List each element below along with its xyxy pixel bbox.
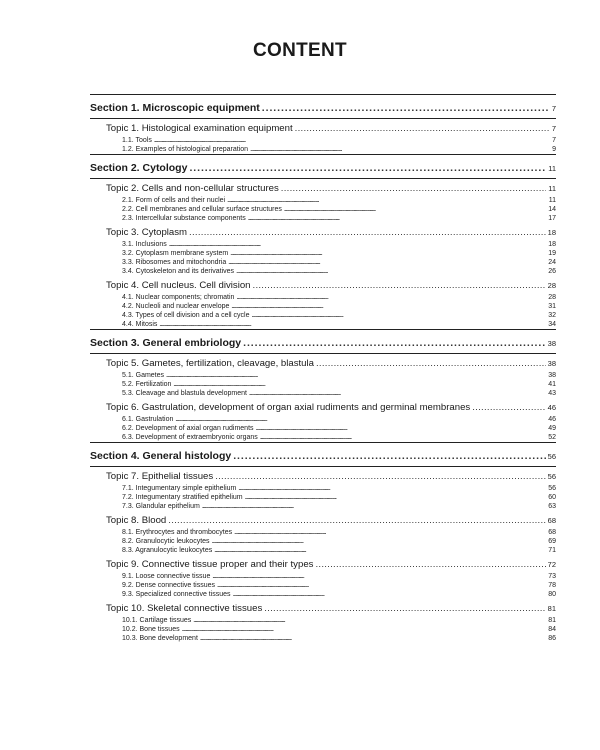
topic-entry-page-number: 46 bbox=[547, 403, 556, 412]
subtopic-entry bbox=[90, 196, 556, 205]
dot-leader bbox=[228, 258, 546, 267]
subtopic-entry-label: 5.1. Gametes bbox=[122, 372, 165, 379]
subtopic-entry-label: 7.2. Integumentary stratified epithelium bbox=[122, 494, 243, 501]
dot-leader bbox=[256, 424, 547, 433]
dot-leader bbox=[315, 557, 545, 572]
subtopic-entry bbox=[90, 528, 556, 537]
subtopic-entry-page-number: 71 bbox=[548, 547, 556, 554]
section-divider bbox=[90, 178, 556, 179]
dot-leader bbox=[189, 158, 546, 178]
subtopic-entry-page-number: 34 bbox=[548, 321, 556, 328]
subtopic-entry bbox=[90, 205, 556, 214]
topic-entry bbox=[90, 469, 556, 484]
topic-entry-label: Topic 9. Connective tissue proper and their types bbox=[106, 559, 314, 570]
dot-leader bbox=[233, 446, 545, 466]
topic-entry bbox=[90, 400, 556, 415]
subtopic-entry-page-number: 84 bbox=[548, 626, 556, 633]
subtopic-entry-label: 1.1. Tools bbox=[122, 137, 152, 144]
subtopic-entry-page-number: 56 bbox=[548, 485, 556, 492]
dot-leader bbox=[168, 513, 545, 528]
page-title: CONTENT bbox=[253, 40, 347, 61]
topic-entry bbox=[90, 557, 556, 572]
subtopic-entry-label: 2.2. Cell membranes and cellular surface structures bbox=[122, 206, 282, 213]
subtopic-entry-label: 9.3. Specialized connective tissues bbox=[122, 591, 231, 598]
subtopic-entry bbox=[90, 493, 556, 502]
subtopic-entry-label: 7.1. Integumentary simple epithelium bbox=[122, 485, 237, 492]
dot-leader bbox=[250, 145, 550, 154]
dot-leader bbox=[249, 389, 546, 398]
dot-leader bbox=[248, 214, 546, 223]
subtopic-entry bbox=[90, 424, 556, 433]
dot-leader bbox=[175, 415, 546, 424]
section-heading-page-number: 38 bbox=[547, 339, 556, 348]
dot-leader bbox=[233, 590, 547, 599]
subtopic-entry-label: 6.3. Development of extraembryonic organs bbox=[122, 434, 258, 441]
subtopic-entry bbox=[90, 433, 556, 442]
topic-entry bbox=[90, 225, 556, 240]
subtopic-entry bbox=[90, 415, 556, 424]
subtopic-entry-label: 10.2. Bone tissues bbox=[122, 626, 180, 633]
subtopic-entry-page-number: 81 bbox=[548, 617, 556, 624]
dot-leader bbox=[230, 249, 546, 258]
dot-leader bbox=[472, 400, 545, 415]
dot-leader bbox=[253, 278, 546, 293]
section-heading-label: Section 4. General histology bbox=[90, 450, 232, 462]
topic-entry bbox=[90, 601, 556, 616]
subtopic-entry-label: 8.1. Erythrocytes and thrombocytes bbox=[122, 529, 233, 536]
subtopic-entry bbox=[90, 572, 556, 581]
subtopic-entry-page-number: 32 bbox=[548, 312, 556, 319]
subtopic-entry bbox=[90, 371, 556, 380]
subtopic-entry-page-number: 49 bbox=[548, 425, 556, 432]
subtopic-entry bbox=[90, 634, 556, 643]
subtopic-entry-page-number: 63 bbox=[548, 503, 556, 510]
subtopic-entry-page-number: 19 bbox=[548, 250, 556, 257]
topic-entry-page-number: 56 bbox=[547, 472, 556, 481]
subtopic-entry bbox=[90, 389, 556, 398]
topic-entry bbox=[90, 278, 556, 293]
topic-entry-page-number: 7 bbox=[551, 124, 556, 133]
topic-entry-label: Topic 4. Cell nucleus. Cell division bbox=[106, 280, 251, 291]
dot-leader bbox=[217, 581, 546, 590]
subtopic-entry-page-number: 7 bbox=[552, 137, 556, 144]
dot-leader bbox=[316, 356, 546, 371]
dot-leader bbox=[182, 625, 547, 634]
dot-leader bbox=[236, 293, 546, 302]
subtopic-entry-page-number: 86 bbox=[548, 635, 556, 642]
subtopic-entry-label: 10.1. Cartilage tissues bbox=[122, 617, 192, 624]
section-heading-label: Section 2. Cytology bbox=[90, 162, 188, 174]
subtopic-entry-page-number: 60 bbox=[548, 494, 556, 501]
dot-leader bbox=[154, 136, 550, 145]
topic-entry-label: Topic 7. Epithelial tissues bbox=[106, 471, 214, 482]
dot-leader bbox=[215, 469, 545, 484]
dot-leader bbox=[260, 433, 546, 442]
subtopic-entry-page-number: 73 bbox=[548, 573, 556, 580]
subtopic-entry-label: 6.1. Gastrulation bbox=[122, 416, 174, 423]
subtopic-entry bbox=[90, 546, 556, 555]
subtopic-entry-page-number: 80 bbox=[548, 591, 556, 598]
subtopic-entry bbox=[90, 616, 556, 625]
dot-leader bbox=[159, 320, 546, 329]
subtopic-entry-page-number: 26 bbox=[548, 268, 556, 275]
topic-entry-page-number: 11 bbox=[548, 184, 556, 193]
section-heading-page-number: 7 bbox=[551, 104, 556, 113]
subtopic-entry-label: 9.1. Loose connective tissue bbox=[122, 573, 211, 580]
subtopic-entry-page-number: 14 bbox=[548, 206, 556, 213]
dot-leader bbox=[245, 493, 547, 502]
subtopic-entry bbox=[90, 380, 556, 389]
subtopic-entry-page-number: 31 bbox=[548, 303, 556, 310]
dot-leader bbox=[227, 196, 547, 205]
dot-leader bbox=[234, 528, 546, 537]
section-heading-page-number: 11 bbox=[548, 164, 556, 173]
subtopic-entry-page-number: 28 bbox=[548, 294, 556, 301]
subtopic-entry-page-number: 38 bbox=[548, 372, 556, 379]
topic-entry-label: Topic 5. Gametes, fertilization, cleavage, blastula bbox=[106, 358, 314, 369]
topic-entry-page-number: 18 bbox=[547, 228, 556, 237]
section-heading-page-number: 56 bbox=[547, 452, 556, 461]
dot-leader bbox=[281, 181, 546, 196]
subtopic-entry-label: 4.4. Mitosis bbox=[122, 321, 158, 328]
subtopic-entry-label: 2.1. Form of cells and their nuclei bbox=[122, 197, 226, 204]
section-heading-label: Section 1. Microscopic equipment bbox=[90, 102, 260, 114]
dot-leader bbox=[284, 205, 546, 214]
section-divider bbox=[90, 353, 556, 354]
subtopic-entry-page-number: 18 bbox=[548, 241, 556, 248]
subtopic-entry bbox=[90, 320, 556, 329]
topic-entry-page-number: 68 bbox=[547, 516, 556, 525]
subtopic-entry-label: 9.2. Dense connective tissues bbox=[122, 582, 215, 589]
subtopic-entry bbox=[90, 267, 556, 276]
dot-leader bbox=[231, 302, 546, 311]
subtopic-entry-page-number: 24 bbox=[548, 259, 556, 266]
topic-entry bbox=[90, 181, 556, 196]
topic-entry-page-number: 28 bbox=[547, 281, 556, 290]
dot-leader bbox=[193, 616, 546, 625]
topic-entry-label: Topic 2. Cells and non-cellular structures bbox=[106, 183, 279, 194]
subtopic-entry-label: 2.3. Intercellular substance components bbox=[122, 215, 246, 222]
subtopic-entry-label: 3.3. Ribosomes and mitochondria bbox=[122, 259, 227, 266]
subtopic-entry-label: 1.2. Examples of histological preparation bbox=[122, 146, 249, 153]
subtopic-entry bbox=[90, 240, 556, 249]
dot-leader bbox=[212, 537, 547, 546]
topic-entry-page-number: 72 bbox=[547, 560, 556, 569]
topic-entry-label: Topic 10. Skeletal connective tissues bbox=[106, 603, 263, 614]
subtopic-entry-label: 8.2. Granulocytic leukocytes bbox=[122, 538, 210, 545]
subtopic-entry bbox=[90, 311, 556, 320]
topic-entry-label: Topic 6. Gastrulation, development of organ axial rudiments and germinal membranes bbox=[106, 402, 471, 413]
dot-leader bbox=[295, 121, 550, 136]
subtopic-entry bbox=[90, 258, 556, 267]
section-divider bbox=[90, 118, 556, 119]
subtopic-entry bbox=[90, 537, 556, 546]
subtopic-entry-label: 4.1. Nuclear components; chromatin bbox=[122, 294, 235, 301]
subtopic-entry-label: 3.2. Cytoplasm membrane system bbox=[122, 250, 229, 257]
subtopic-entry-label: 6.2. Development of axial organ rudiments bbox=[122, 425, 254, 432]
subtopic-entry-label: 3.4. Cytoskeleton and its derivatives bbox=[122, 268, 235, 275]
subtopic-entry-label: 7.3. Glandular epithelium bbox=[122, 503, 200, 510]
topic-entry-label: Topic 1. Histological examination equipment bbox=[106, 123, 293, 134]
topic-entry-page-number: 38 bbox=[547, 359, 556, 368]
subtopic-entry-page-number: 69 bbox=[548, 538, 556, 545]
subtopic-entry-label: 4.3. Types of cell division and a cell cycle bbox=[122, 312, 250, 319]
table-of-contents bbox=[90, 94, 556, 643]
subtopic-entry bbox=[90, 581, 556, 590]
subtopic-entry-page-number: 52 bbox=[548, 434, 556, 441]
subtopic-entry bbox=[90, 625, 556, 634]
dot-leader bbox=[166, 371, 546, 380]
subtopic-entry-label: 3.1. Inclusions bbox=[122, 241, 167, 248]
subtopic-entry bbox=[90, 145, 556, 154]
topic-entry-label: Topic 3. Cytoplasm bbox=[106, 227, 188, 238]
subtopic-entry-page-number: 9 bbox=[552, 146, 556, 153]
dot-leader bbox=[243, 333, 546, 353]
subtopic-entry-page-number: 78 bbox=[548, 582, 556, 589]
section-heading-label: Section 3. General embriology bbox=[90, 337, 242, 349]
subtopic-entry bbox=[90, 484, 556, 493]
subtopic-entry bbox=[90, 214, 556, 223]
subtopic-entry-label: 10.3. Bone development bbox=[122, 635, 198, 642]
topic-entry bbox=[90, 121, 556, 136]
dot-leader bbox=[262, 98, 550, 118]
subtopic-entry bbox=[90, 590, 556, 599]
subtopic-entry bbox=[90, 302, 556, 311]
subtopic-entry-page-number: 41 bbox=[548, 381, 556, 388]
dot-leader bbox=[202, 502, 546, 511]
subtopic-entry bbox=[90, 249, 556, 258]
subtopic-entry-page-number: 46 bbox=[548, 416, 556, 423]
topic-entry bbox=[90, 356, 556, 371]
subtopic-entry-label: 5.3. Cleavage and blastula development bbox=[122, 390, 247, 397]
dot-leader bbox=[169, 240, 546, 249]
dot-leader bbox=[252, 311, 547, 320]
dot-leader bbox=[264, 601, 545, 616]
subtopic-entry bbox=[90, 293, 556, 302]
dot-leader bbox=[214, 546, 546, 555]
subtopic-entry bbox=[90, 136, 556, 145]
dot-leader bbox=[189, 225, 546, 240]
subtopic-entry-label: 8.3. Agranulocytic leukocytes bbox=[122, 547, 213, 554]
topic-entry-label: Topic 8. Blood bbox=[106, 515, 167, 526]
topic-entry-page-number: 81 bbox=[547, 604, 556, 613]
subtopic-entry bbox=[90, 502, 556, 511]
dot-leader bbox=[173, 380, 546, 389]
subtopic-entry-label: 4.2. Nucleoli and nuclear envelope bbox=[122, 303, 230, 310]
subtopic-entry-page-number: 11 bbox=[548, 197, 556, 204]
section-heading bbox=[90, 95, 556, 118]
section-divider bbox=[90, 466, 556, 467]
subtopic-entry-page-number: 68 bbox=[548, 529, 556, 536]
subtopic-entry-label: 5.2. Fertilization bbox=[122, 381, 172, 388]
subtopic-entry-page-number: 17 bbox=[548, 215, 556, 222]
dot-leader bbox=[236, 267, 546, 276]
dot-leader bbox=[238, 484, 546, 493]
dot-leader bbox=[200, 634, 546, 643]
dot-leader bbox=[212, 572, 546, 581]
topic-entry bbox=[90, 513, 556, 528]
section-heading bbox=[90, 155, 556, 178]
section-heading bbox=[90, 330, 556, 353]
section-heading bbox=[90, 443, 556, 466]
subtopic-entry-page-number: 43 bbox=[548, 390, 556, 397]
